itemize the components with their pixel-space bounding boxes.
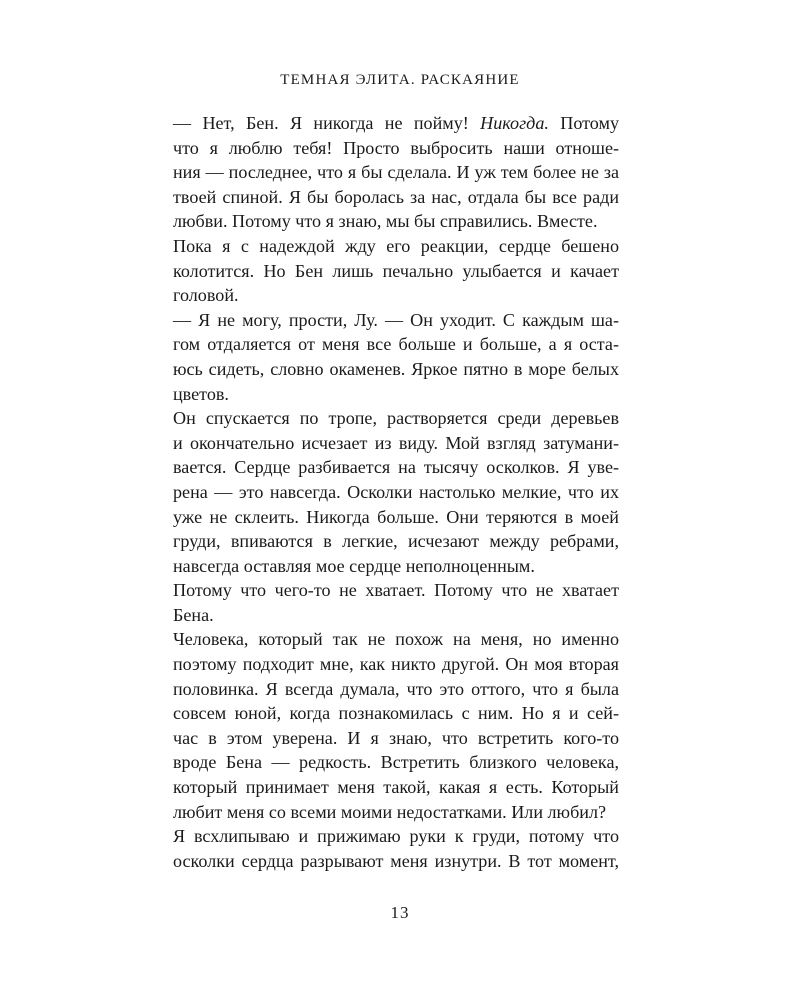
text-line: и окончательно исчезает из виду. Мой взгляд затумани- [173, 432, 619, 453]
text-line: груди, впиваются в легкие, исчезают между ребрами, [173, 531, 619, 552]
body-text [173, 111, 619, 873]
text-line: вается. Сердце разбивается на тысячу осколков. Я уве- [173, 457, 619, 478]
text-line: Потому что чего-то не хватает. Потому что не хватает [173, 580, 619, 601]
text-line: юсь сидеть, словно окаменев. Яркое пятно в море белых [173, 358, 619, 379]
text-line: Я всхлипываю и прижимаю руки к груди, потому что [173, 826, 619, 847]
text-line: час в этом уверена. И я знаю, что встретить кого-то [173, 727, 619, 748]
text-line: любви. Потому что я знаю, мы бы справились. Вместе. [173, 211, 598, 232]
text-line: твоей спиной. Я бы боролась за нас, отдала бы все ради [173, 186, 619, 207]
text-line: гом отдаляется от меня все больше и больше, а я оста- [173, 334, 619, 355]
page-number: 13 [390, 903, 410, 922]
text-line: поэтому подходит мне, как никто другой. Он моя вторая [173, 654, 619, 675]
text-line: уже не склеить. Никогда больше. Они теряются в моей [173, 506, 619, 527]
text-line: — Я не могу, прости, Лу. — Он уходит. С каждым ша- [173, 309, 619, 330]
text-line: вроде Бена — редкость. Встретить близкого человека, [173, 752, 619, 773]
text-line: Человека, который так не похож на меня, но именно [173, 629, 619, 650]
text-line: рена — это навсегда. Осколки настолько мелкие, что их [173, 481, 619, 502]
text-line: что я люблю тебя! Просто выбросить наши отноше- [173, 137, 619, 158]
text-line: любит меня со всеми моими недостатками. Или любил? [173, 801, 607, 822]
text-line: ния — последнее, что я бы сделала. И уж тем более не за [173, 162, 619, 183]
text-line: цветов. [173, 383, 229, 404]
text-line: осколки сердца разрывают меня изнутри. В тот момент, [173, 850, 619, 871]
text-line: Пока я с надеждой жду его реакции, сердце бешено [173, 235, 619, 256]
text-line: совсем юной, когда познакомилась с ним. Но я и сей- [173, 703, 619, 724]
text-line: который принимает меня такой, какая я есть. Который [173, 777, 619, 798]
text-line: навсегда оставляя мое сердце неполноценным. [173, 555, 535, 576]
text-line: половинка. Я всегда думала, что это оттого, что я была [173, 678, 619, 699]
text-line: Он спускается по тропе, растворяется среди деревьев [173, 408, 619, 429]
text-line: Бена. [173, 604, 214, 625]
text-line: головой. [173, 285, 239, 306]
text-line: — Нет, Бен. Я никогда не пойму! Никогда. Потому [173, 113, 619, 133]
running-head: ТЕМНАЯ ЭЛИТА. РАСКАЯНИЕ [280, 72, 520, 88]
text-line: колотится. Но Бен лишь печально улыбается и качает [173, 260, 619, 281]
